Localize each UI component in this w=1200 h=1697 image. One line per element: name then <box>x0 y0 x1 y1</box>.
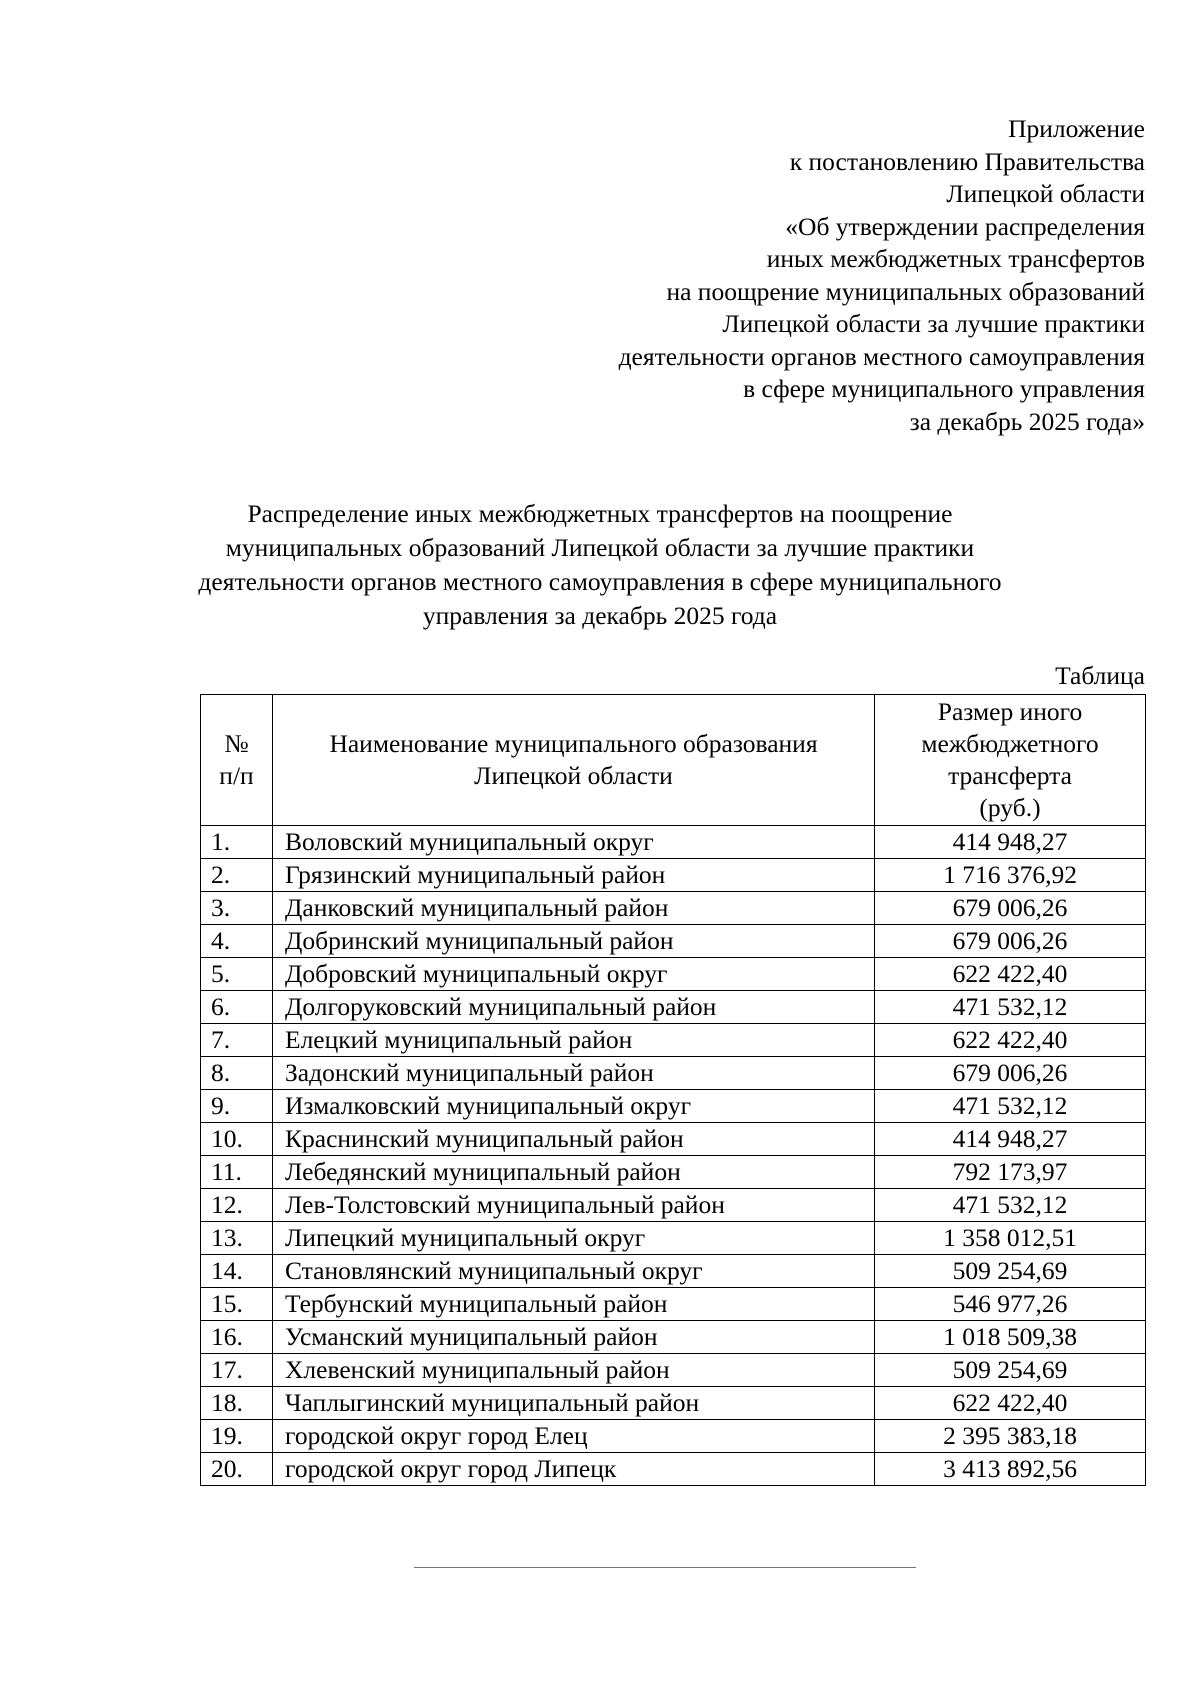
appendix-line: Приложение <box>1008 114 1145 143</box>
municipality-name: Данковский муниципальный район <box>273 892 875 925</box>
document-title <box>150 497 1050 633</box>
transfer-amount: 679 006,26 <box>875 1057 1146 1090</box>
transfer-amount: 414 948,27 <box>875 1123 1146 1156</box>
appendix-reference <box>425 113 1145 438</box>
table-row <box>201 1453 1146 1486</box>
table-row <box>201 859 1146 892</box>
appendix-line: иных межбюджетных трансфертов <box>766 244 1145 273</box>
allocation-table <box>200 694 1146 1486</box>
table-body <box>201 826 1146 1486</box>
transfer-amount: 471 532,12 <box>875 1090 1146 1123</box>
title-line: управления за декабрь 2025 года <box>422 601 778 630</box>
row-number: 1. <box>201 826 273 859</box>
municipality-name: Тербунский муниципальный район <box>273 1288 875 1321</box>
row-number: 20. <box>201 1453 273 1486</box>
table-row <box>201 1420 1146 1453</box>
transfer-amount: 2 395 383,18 <box>875 1420 1146 1453</box>
municipality-name: Добринский муниципальный район <box>273 925 875 958</box>
header-number-line: п/п <box>219 761 254 790</box>
transfer-amount: 622 422,40 <box>875 1387 1146 1420</box>
table-header-row <box>201 695 1146 826</box>
municipality-name: Задонский муниципальный район <box>273 1057 875 1090</box>
transfer-amount: 679 006,26 <box>875 892 1146 925</box>
table-row <box>201 925 1146 958</box>
title-line: муниципальных образований Липецкой области за лучшие практики <box>225 533 975 562</box>
municipality-name: Становлянский муниципальный округ <box>273 1255 875 1288</box>
transfer-amount: 679 006,26 <box>875 925 1146 958</box>
table-row <box>201 1288 1146 1321</box>
row-number: 19. <box>201 1420 273 1453</box>
row-number: 7. <box>201 1024 273 1057</box>
table-row <box>201 958 1146 991</box>
appendix-line: за декабрь 2025 года» <box>909 406 1145 436</box>
table-row <box>201 1321 1146 1354</box>
row-number: 3. <box>201 892 273 925</box>
municipality-name: Чаплыгинский муниципальный район <box>273 1387 875 1420</box>
appendix-line: в сфере муниципального управления <box>743 374 1145 403</box>
transfer-amount: 471 532,12 <box>875 1189 1146 1222</box>
table-row <box>201 1255 1146 1288</box>
header-amount-line: трансферта <box>948 761 1072 790</box>
municipality-name: Долгоруковский муниципальный район <box>273 991 875 1024</box>
transfer-amount: 622 422,40 <box>875 958 1146 991</box>
table-row <box>201 1057 1146 1090</box>
row-number: 5. <box>201 958 273 991</box>
header-name-line: Наименование муниципального образования <box>329 729 818 758</box>
table-row <box>201 1123 1146 1156</box>
row-number: 17. <box>201 1354 273 1387</box>
title-line: Распределение иных межбюджетных трансфертов на поощрение <box>247 499 953 528</box>
transfer-amount: 1 716 376,92 <box>875 859 1146 892</box>
table-row <box>201 1387 1146 1420</box>
row-number: 11. <box>201 1156 273 1189</box>
row-number: 6. <box>201 991 273 1024</box>
row-number: 18. <box>201 1387 273 1420</box>
title-line: деятельности органов местного самоуправления в сфере муниципального <box>198 567 1002 596</box>
table-row <box>201 1354 1146 1387</box>
transfer-amount: 546 977,26 <box>875 1288 1146 1321</box>
municipality-name: Добровский муниципальный округ <box>273 958 875 991</box>
transfer-amount: 471 532,12 <box>875 991 1146 1024</box>
header-amount-line: (руб.) <box>979 793 1041 822</box>
municipality-name: Елецкий муниципальный район <box>273 1024 875 1057</box>
row-number: 14. <box>201 1255 273 1288</box>
transfer-amount: 509 254,69 <box>875 1354 1146 1387</box>
header-number-line: № <box>224 729 249 758</box>
header-amount-line: Размер иного <box>937 697 1083 726</box>
appendix-line: «Об утверждении распределения <box>785 211 1145 241</box>
municipality-name: Измалковский муниципальный округ <box>273 1090 875 1123</box>
row-number: 12. <box>201 1189 273 1222</box>
appendix-line: к постановлению Правительства <box>789 146 1145 176</box>
table-caption: Таблица <box>1055 661 1145 690</box>
transfer-amount: 3 413 892,56 <box>875 1453 1146 1486</box>
municipality-name: городской округ город Липецк <box>273 1453 875 1486</box>
appendix-line: Липецкой области за лучшие практики <box>722 309 1145 338</box>
header-number <box>201 695 273 826</box>
table-row <box>201 1222 1146 1255</box>
transfer-amount: 622 422,40 <box>875 1024 1146 1057</box>
appendix-line: деятельности органов местного самоуправления <box>618 341 1145 371</box>
header-amount <box>875 695 1146 826</box>
row-number: 15. <box>201 1288 273 1321</box>
row-number: 10. <box>201 1123 273 1156</box>
appendix-line: Липецкой области <box>946 179 1145 208</box>
municipality-name: Лебедянский муниципальный район <box>273 1156 875 1189</box>
footer-divider <box>414 1567 916 1568</box>
transfer-amount: 1 018 509,38 <box>875 1321 1146 1354</box>
table-row <box>201 1156 1146 1189</box>
table-row <box>201 1024 1146 1057</box>
transfer-amount: 509 254,69 <box>875 1255 1146 1288</box>
municipality-name: Воловский муниципальный округ <box>273 826 875 859</box>
municipality-name: Грязинский муниципальный район <box>273 859 875 892</box>
transfer-amount: 414 948,27 <box>875 826 1146 859</box>
table-row <box>201 1090 1146 1123</box>
table-row <box>201 991 1146 1024</box>
municipality-name: Липецкий муниципальный округ <box>273 1222 875 1255</box>
row-number: 9. <box>201 1090 273 1123</box>
row-number: 8. <box>201 1057 273 1090</box>
municipality-name: Усманский муниципальный район <box>273 1321 875 1354</box>
header-amount-line: межбюджетного <box>921 729 1099 758</box>
table-row <box>201 826 1146 859</box>
municipality-name: Хлевенский муниципальный район <box>273 1354 875 1387</box>
row-number: 4. <box>201 925 273 958</box>
row-number: 16. <box>201 1321 273 1354</box>
appendix-line: на поощрение муниципальных образований <box>666 276 1145 306</box>
table-row <box>201 1189 1146 1222</box>
row-number: 2. <box>201 859 273 892</box>
header-name <box>273 695 875 826</box>
municipality-name: городской округ город Елец <box>273 1420 875 1453</box>
municipality-name: Лев-Толстовский муниципальный район <box>273 1189 875 1222</box>
transfer-amount: 792 173,97 <box>875 1156 1146 1189</box>
row-number: 13. <box>201 1222 273 1255</box>
header-name-line: Липецкой области <box>474 761 673 790</box>
table-row <box>201 892 1146 925</box>
transfer-amount: 1 358 012,51 <box>875 1222 1146 1255</box>
municipality-name: Краснинский муниципальный район <box>273 1123 875 1156</box>
